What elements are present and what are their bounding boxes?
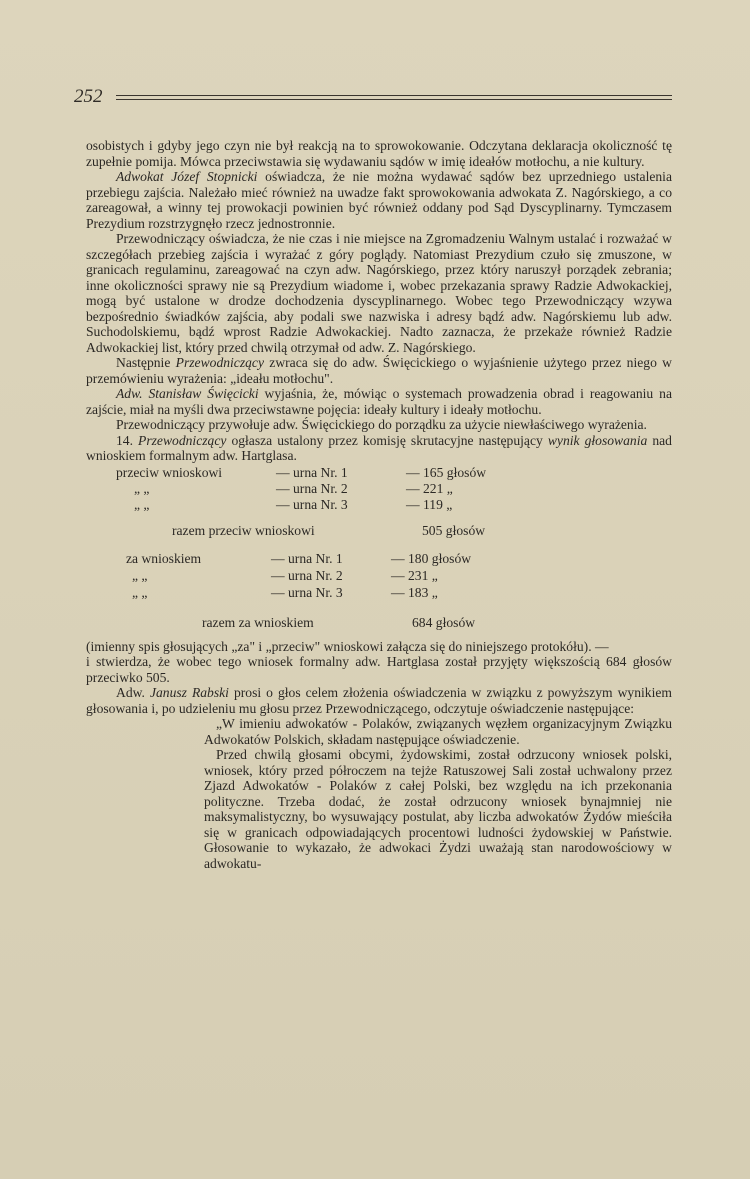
votes-for-table xyxy=(86,551,672,603)
quote-paragraph-2: Przed chwilą głosami obcymi, żydowskimi, został odrzucony wniosek polski, wniosek, który przed półroczem na tejże Ratuszowej Sali został uchwalony przez Zjazd Adwokatów - Polaków z całej Polski, bez względu na ich przekonania polityczne. Trzeba dodać, że został odrzucony wniosek bynajmniej nie maksymalistyczny, bo wysuwający postulat, aby liczba adwokatów Żydów mieściła się w granicach odpowiadających procentowi ludności żydowskiej w Państwie. Głosowanie to wykazało, że adwokaci Żydzi uważają stan narodowościowy w adwokatu- xyxy=(204,747,672,871)
vote-urn: — urna Nr. 3 xyxy=(276,496,348,512)
paragraph-5 xyxy=(86,386,672,417)
vote-urn: — urna Nr. 1 xyxy=(271,550,343,566)
total-label: razem za wnioskiem xyxy=(202,614,314,630)
vote-label: „ „ xyxy=(134,496,150,512)
paragraph-text: nad wnioskiem formalnym adw. Hartglasa. xyxy=(86,432,672,463)
item-number: 14. xyxy=(116,432,133,448)
paragraph-9: i stwierdza, że wobec tego wniosek formalny adw. Hartglasa został przyjęty większością 684 głosów przeciwko 505. xyxy=(86,654,672,685)
vote-label: „ „ xyxy=(134,480,150,496)
vote-urn: — urna Nr. 2 xyxy=(271,567,343,583)
vote-count: — 221 „ xyxy=(406,480,453,496)
vote-count: — 119 „ xyxy=(406,496,453,512)
paragraph-2 xyxy=(86,169,672,231)
speaker-name: Adw. Stanisław Święcicki xyxy=(116,386,259,401)
paragraph-text: wyjaśnia, że, mówiąc o systemach prowadzenia obrad i reagowaniu na zajście, miał na myśli dwa przeciwstawne pojęcia: ideały kultury i ideały motłochu. xyxy=(86,386,672,417)
emphasis-text: wynik głosowania xyxy=(547,432,648,448)
paragraph-text: ogłasza ustalony przez komisję skrutacyjne następujący xyxy=(226,432,548,448)
vote-row xyxy=(126,585,438,601)
paragraph-4 xyxy=(86,355,672,386)
vote-row xyxy=(126,568,438,584)
speaker-name: Janusz Rabski xyxy=(149,685,229,700)
vote-count: — 165 głosów xyxy=(406,464,487,480)
header-rule xyxy=(116,95,672,100)
vote-count: — 180 głosów xyxy=(391,550,472,566)
speaker-name: Przewodniczący xyxy=(138,432,227,448)
paragraph-text: Następnie xyxy=(116,355,176,370)
page-header xyxy=(74,86,672,110)
paragraph-10 xyxy=(86,685,672,716)
vote-urn: — urna Nr. 3 xyxy=(271,584,343,600)
vote-row xyxy=(116,465,486,481)
paragraph-7 xyxy=(86,433,672,464)
for-total-row xyxy=(86,603,672,639)
speaker-name: Adwokat Józef Stopnicki xyxy=(116,169,258,184)
total-value: 505 głosów xyxy=(422,522,486,538)
vote-label: „ „ xyxy=(132,567,148,583)
quote-paragraph-1: „W imieniu adwokatów - Polaków, związanych węzłem organizacyjnym Związku Adwokatów Polskich, składam następujące oświadczenie. xyxy=(204,716,672,747)
vote-label: przeciw wnioskowi xyxy=(116,464,223,480)
page-number: 252 xyxy=(74,86,103,107)
paragraph-text: zwraca się do adw. Święcickiego o wyjaśnienie użytego przez niego w przemówieniu wyrażenia: „ideału motłochu". xyxy=(86,355,672,386)
speaker-name: Przewodniczący xyxy=(175,355,264,370)
vote-row xyxy=(116,481,453,497)
paragraph-8: (imienny spis głosujących „za" i „przeciw" wnioskowi załącza się do niniejszego protokółu). — xyxy=(86,638,609,654)
against-total-row xyxy=(86,513,672,543)
paragraph-text: Adw. xyxy=(116,685,150,700)
paragraph-6: Przewodniczący przywołuje adw. Święcickiego do porządku za użycie niewłaściwego wyrażenia. xyxy=(116,417,647,432)
vote-label: „ „ xyxy=(132,584,148,600)
body-text xyxy=(86,138,672,871)
vote-count: — 183 „ xyxy=(391,584,438,600)
paragraph-3: Przewodniczący oświadcza, że nie czas i nie miejsce na Zgromadzeniu Walnym ustalać i rozważać w szczegółach przebieg zajścia i wyrażać z góry poglądy. Natomiast Prezydium czuło się zmuszone, w granicach regulaminu, zareagować na czyn adw. Nagórskiego, przez który naruszył porządek zebrania; inne okoliczności sprawy nie są Prezydium wiadome i, wobec przekazania sprawy Radzie Adwokackiej, mogą być ustalone w drodze dochodzenia dyscyplinarnego. Wobec tego Przewodniczący wzywa bezpośrednio świadków zajścia, aby podali swe nazwiska i adresy bądź adw. Nagórskiemu lub adw. Suchodolskiemu, bądź wprost Radzie Adwokackiej. Nadto zaznacza, że przekaże również Radzie Adwokackiej list, który przed chwilą otrzymał od adw. Z. Nagórskiego. xyxy=(86,231,672,355)
paragraph-1: osobistych i gdyby jego czyn nie był reakcją na to sprowokowanie. Odczytana deklaracja okoliczność tę zupełnie pomija. Mówca przeciwstawia się wydawaniu sądów w imię ideałów motłochu, a nie kultury. xyxy=(86,138,672,169)
vote-row xyxy=(116,497,452,513)
vote-count: — 231 „ xyxy=(391,567,438,583)
total-value: 684 głosów xyxy=(412,614,476,630)
vote-row xyxy=(126,551,471,567)
vote-urn: — urna Nr. 2 xyxy=(276,480,348,496)
vote-label: za wnioskiem xyxy=(126,550,202,566)
paragraph-text: oświadcza, że nie można wydawać sądów bez uprzedniego ustalenia przebiegu zajścia. Należało mieć również na uwadze fakt sprowokowania adwokata Z. Nagórskiego, a co zareagował, a winny tej prowokacji powinien być również oddany pod Sąd Dyscyplinarny. Tymczasem Prezydium rozstrzygnęło rzecz jednostronnie. xyxy=(86,169,672,231)
paragraph-text: prosi o głos celem złożenia oświadczenia w związku z powyższym wynikiem głosowania i, po udzieleniu mu głosu przez Przewodniczącego, odczytuje oświadczenie następujące: xyxy=(86,685,672,716)
votes-against-table xyxy=(86,465,672,513)
vote-urn: — urna Nr. 1 xyxy=(276,464,348,480)
total-label: razem przeciw wnioskowi xyxy=(172,522,315,538)
quoted-statement xyxy=(86,716,672,871)
